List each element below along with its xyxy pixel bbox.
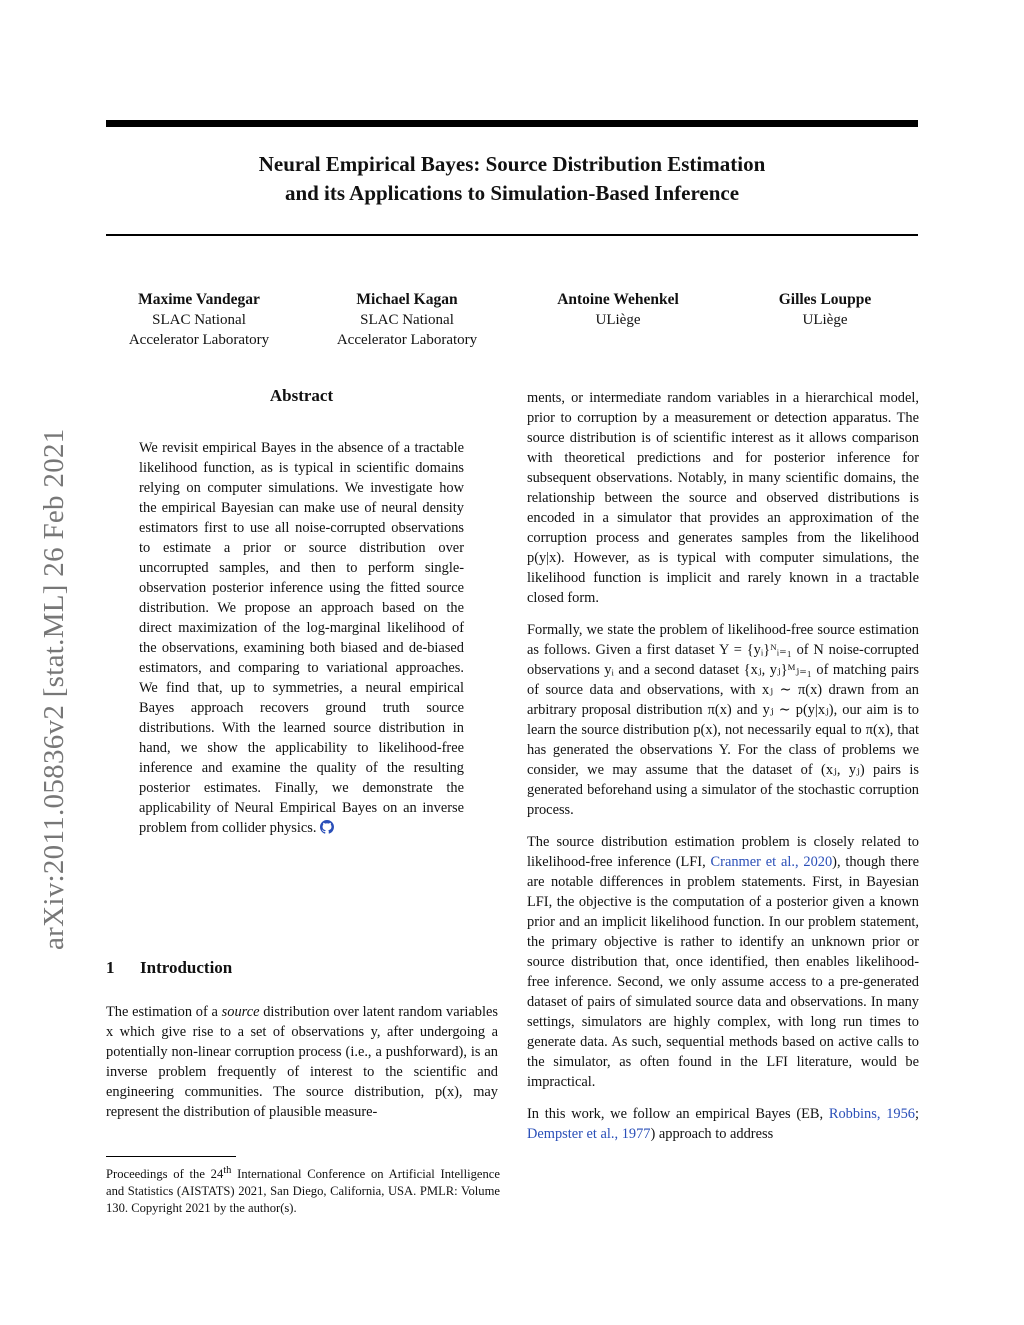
- paragraph-text: The source distribution estimation problem is closely related to likelihood-free inference (LFI,: [527, 834, 919, 870]
- author-name: Maxime Vandegar: [138, 291, 260, 308]
- intro-text: The estimation of a: [106, 1004, 222, 1020]
- author-name: Michael Kagan: [356, 291, 458, 308]
- citation-link[interactable]: Robbins, 1956: [828, 1106, 915, 1122]
- github-icon[interactable]: [320, 820, 334, 834]
- author-affiliation: Accelerator Laboratory: [128, 332, 270, 348]
- author-affiliation: SLAC National: [152, 312, 246, 328]
- intro-emphasis: source: [221, 1004, 260, 1020]
- author-affiliation: ULiège: [595, 312, 641, 328]
- author-name: Antoine Wehenkel: [557, 291, 679, 308]
- footnote-rule: [106, 1156, 236, 1157]
- title-line-2: and its Applications to Simulation-Based Inference: [284, 181, 740, 205]
- author-block-2: [304, 290, 510, 350]
- title-bottom-rule: [106, 234, 918, 236]
- section-title: Introduction: [140, 958, 233, 977]
- author-name: Gilles Louppe: [778, 291, 872, 308]
- paragraph-text: ) approach to address: [650, 1126, 774, 1142]
- abstract-heading: Abstract: [269, 386, 334, 405]
- abstract-text: We revisit empirical Bayes in the absence of a tractable likelihood function, as is typical in scientific domains relying on computer simulations. We investigate how the empirical Bayesian can make use of neural density estimators first to use all noise-corrupted observations to estimate a prior or source distribution over uncorrupted samples, and then to perform single-observation posterior inference using the fitted source distribution. We propose an approach based on the direct maximization of the log-marginal likelihood of the observations, examining both biased and de-biased estimators, and comparing to variational approaches. We find that, up to symmetries, a neural empirical Bayes approach recovers ground truth source distributions. With the learned source distribution in hand, we show the applicability to likelihood-free inference and examine the quality of the resulting posterior estimates. Finally, we demonstrate the applicability of Neural Empirical Bayes on an inverse problem from collider physics.: [139, 440, 464, 836]
- author-affiliation: SLAC National: [360, 312, 454, 328]
- right-column: [527, 388, 919, 1156]
- title-line-1: Neural Empirical Bayes: Source Distribution Estimation: [258, 152, 766, 176]
- abstract-body: [139, 438, 464, 838]
- footnote-text: International Conference on Artificial Intelligence and Statistics (AISTATS) 2021, San Diego, California, USA. PMLR: Volume 130. Copyright 2021 by the author(s).: [106, 1167, 500, 1216]
- author-block-4: [722, 290, 928, 330]
- author-block-3: [515, 290, 721, 330]
- section-number: 1: [106, 958, 115, 977]
- paragraph: Formally, we state the problem of likelihood-free source estimation as follows. Given a first dataset Y = {yᵢ}ᴺᵢ₌₁ of N noise-corrupted observations yᵢ and a second dataset {xⱼ, yⱼ}ᴹⱼ₌₁ of matching pairs of source data and observations, with xⱼ ∼ π(x) drawn from an arbitrary proposal distribution π(x) and yⱼ ∼ p(y|xⱼ), our aim is to learn the source distribution p(x), not necessarily equal to π(x), that has generated the observations Y. For the class of problems we consider, we may assume that the dataset of (xⱼ, yⱼ) pairs is generated beforehand using a simulator of the stochastic corruption process.: [527, 622, 919, 818]
- footnote-text: Proceedings of the 24: [106, 1167, 224, 1182]
- author-affiliation: Accelerator Laboratory: [336, 332, 478, 348]
- introduction-paragraph: [106, 1002, 498, 1122]
- paragraph-text: ;: [914, 1106, 919, 1122]
- author-block-1: [96, 290, 302, 350]
- footnote-superscript: th: [223, 1165, 232, 1176]
- paragraph-text: In this work, we follow an empirical Bayes (EB,: [527, 1106, 829, 1122]
- intro-text: distribution over latent random variables x which give rise to a set of observations y, after undergoing a potentially non-linear corruption process (i.e., a pushforward), is an inverse problem frequently of interest to the scientific and engineering communities. The source distribution, p(x), may represent the distribution of plausible measure-: [106, 1004, 498, 1120]
- arxiv-identifier: arXiv:2011.05836v2 [stat.ML] 26 Feb 2021: [38, 428, 70, 950]
- paragraph: [527, 832, 919, 1092]
- author-affiliation: ULiège: [802, 312, 848, 328]
- paragraph-text: ), though there are notable differences in problem statements. First, in Bayesian LFI, the objective is the computation of a posterior given a known prior and an implicit likelihood function. In our problem statement, the primary objective is rather to identify an unknown prior or source distribution that, once identified, then enables likelihood-free inference. Second, we only assume access to a pre-generated dataset of pairs of simulated source data and observations. In many settings, simulators are highly complex, with long run times to generate data. As such, sequential methods based on active calls to the simulator, as often found in the LFI literature, would be impractical.: [527, 854, 919, 1090]
- citation-link[interactable]: Dempster et al., 1977: [527, 1126, 651, 1142]
- paper-title: [106, 150, 918, 208]
- section-heading-introduction: [106, 958, 232, 978]
- top-rule: [106, 120, 918, 127]
- paragraph: ments, or intermediate random variables in a hierarchical model, prior to corruption by a measurement or detection apparatus. The source distribution is of scientific interest as it allows comparison with theoretical predictions and for posterior inference for subsequent observations. Notably, in many scientific domains, the relationship between the source and observed distributions is encoded in a simulator that provides an approximation of the corruption process and generates samples from the likelihood p(y|x). However, as is typical with computer simulations, the likelihood function is implicit and rarely known in a tractable closed form.: [527, 390, 919, 606]
- paragraph: [527, 1104, 919, 1144]
- footnote: [106, 1162, 500, 1217]
- citation-link[interactable]: Cranmer et al., 2020: [710, 854, 833, 870]
